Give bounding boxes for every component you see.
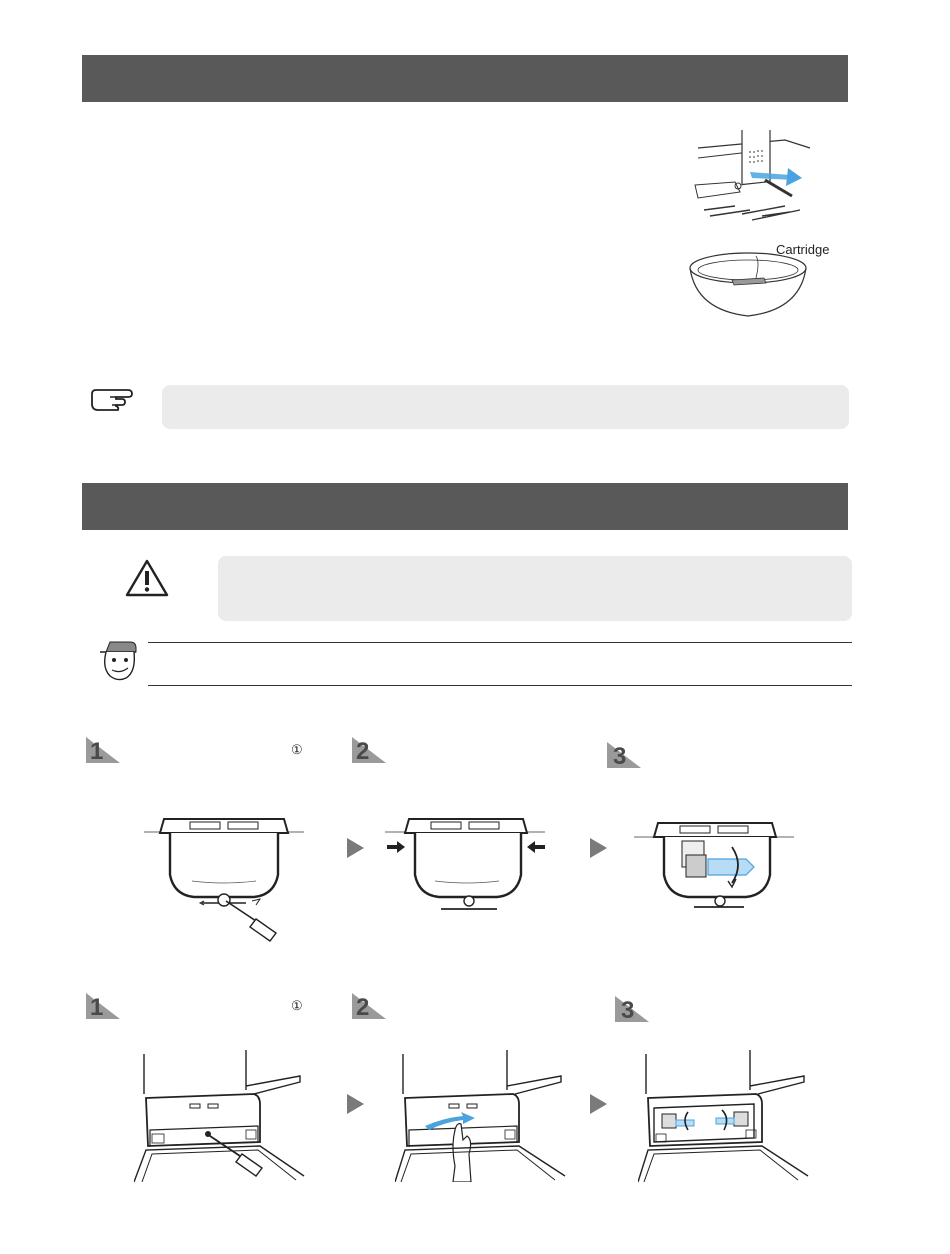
mascot-face-icon	[96, 638, 142, 682]
ceiling-cover-slide-illustration	[395, 1050, 570, 1182]
step-badge-3	[607, 742, 641, 768]
step-badge-1	[86, 993, 120, 1019]
step-badge-2	[352, 993, 386, 1019]
step-badge-1	[86, 737, 120, 763]
step-number: 2	[356, 994, 370, 1019]
cartridge-bowl-illustration	[688, 248, 813, 320]
filter-cartridge-rotate-illustration	[634, 815, 794, 920]
caution-box	[218, 556, 852, 621]
filter-removal-illustration	[690, 130, 815, 225]
section-header-bar-top	[82, 55, 848, 102]
pointing-hand-icon	[88, 386, 136, 414]
play-arrow-icon	[590, 838, 607, 858]
ceiling-cover-unscrew-illustration	[134, 1050, 309, 1182]
step-marker: ①	[291, 742, 303, 757]
cartridge-label: Cartridge	[776, 242, 830, 257]
step-marker: ①	[291, 998, 303, 1013]
ceiling-filter-rotate-illustration	[638, 1050, 813, 1182]
play-arrow-icon	[590, 1094, 607, 1114]
step-number: 1	[90, 738, 104, 763]
step-number: 3	[621, 997, 635, 1022]
step-number: 2	[356, 738, 370, 763]
tip-rule-top	[148, 642, 852, 643]
section-header-bar-middle	[82, 483, 848, 530]
step-number: 3	[613, 743, 627, 768]
tip-rule-bottom	[148, 685, 852, 686]
play-arrow-icon	[347, 838, 364, 858]
play-arrow-icon	[347, 1094, 364, 1114]
warning-triangle-icon	[124, 558, 170, 598]
step-number: 1	[90, 994, 104, 1019]
step-badge-2	[352, 737, 386, 763]
filter-housing-press-illustration	[385, 815, 545, 925]
filter-housing-unscrew-illustration	[144, 815, 304, 945]
note-box	[162, 385, 849, 429]
step-badge-3	[615, 996, 649, 1022]
